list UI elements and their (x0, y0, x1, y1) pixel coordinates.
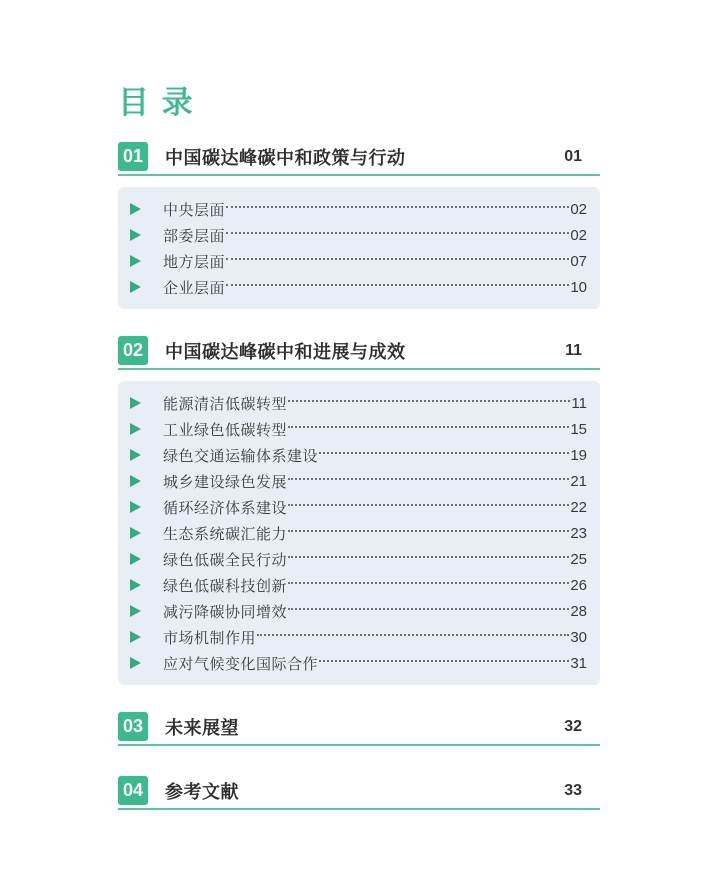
triangle-bullet-icon (130, 553, 141, 565)
toc-item-page-number: 19 (570, 446, 587, 464)
dotted-leader (226, 284, 569, 286)
toc-section-02 (118, 336, 600, 685)
triangle-bullet-icon (130, 475, 141, 487)
dotted-leader (288, 504, 569, 506)
section-title: 未来展望 (165, 717, 239, 738)
toc-item-page-number: 25 (570, 550, 587, 568)
toc-item[interactable] (130, 546, 587, 572)
section-number-badge: 02 (118, 336, 148, 365)
toc-item[interactable] (130, 248, 587, 274)
dotted-leader (226, 206, 569, 208)
triangle-bullet-icon (130, 423, 141, 435)
triangle-bullet-icon (130, 657, 141, 669)
toc-item[interactable] (130, 390, 587, 416)
toc-item-page-number: 10 (570, 278, 587, 296)
dotted-leader (288, 556, 569, 558)
triangle-bullet-icon (130, 229, 141, 241)
toc-item-page-number: 07 (570, 252, 587, 270)
triangle-bullet-icon (130, 255, 141, 267)
toc-item-label: 绿色交通运输体系建设 (163, 447, 319, 465)
section-items-box (118, 381, 600, 685)
toc-item-label: 部委层面 (163, 227, 226, 245)
toc-item-page-number: 22 (570, 498, 587, 516)
triangle-bullet-icon (130, 397, 141, 409)
triangle-bullet-icon (130, 631, 141, 643)
section-page-number: 32 (564, 717, 582, 735)
toc-item-page-number: 26 (570, 576, 587, 594)
toc-item-page-number: 31 (570, 654, 587, 672)
toc-item[interactable] (130, 222, 587, 248)
dotted-leader (319, 660, 569, 662)
triangle-bullet-icon (130, 605, 141, 617)
triangle-bullet-icon (130, 527, 141, 539)
toc-item-label: 企业层面 (163, 279, 226, 297)
dotted-leader (288, 582, 569, 584)
section-page-number: 11 (565, 341, 582, 359)
section-number-badge: 04 (118, 776, 148, 805)
toc-section-04 (118, 776, 600, 810)
toc-section-01 (118, 142, 600, 309)
toc-item-label: 工业绿色低碳转型 (163, 421, 288, 439)
toc-item[interactable] (130, 274, 587, 300)
toc-item-label: 循环经济体系建设 (163, 499, 288, 517)
triangle-bullet-icon (130, 449, 141, 461)
section-header-01[interactable] (118, 142, 600, 176)
toc-item[interactable] (130, 494, 587, 520)
toc-item-page-number: 30 (570, 628, 587, 646)
toc-item-page-number: 11 (571, 394, 587, 412)
toc-item[interactable] (130, 468, 587, 494)
toc-item-page-number: 15 (570, 420, 587, 438)
toc-item-page-number: 02 (570, 226, 587, 244)
toc-item-page-number: 28 (570, 602, 587, 620)
section-title: 中国碳达峰碳中和进展与成效 (165, 341, 406, 362)
section-items-box (118, 187, 600, 309)
section-title: 参考文献 (165, 781, 239, 802)
toc-item[interactable] (130, 196, 587, 222)
toc-item-label: 减污降碳协同增效 (163, 603, 288, 621)
toc-item-label: 生态系统碳汇能力 (163, 525, 288, 543)
section-page-number: 01 (564, 147, 582, 165)
dotted-leader (319, 452, 569, 454)
toc-item-label: 应对气候变化国际合作 (163, 655, 319, 673)
toc-item[interactable] (130, 416, 587, 442)
toc-item-page-number: 02 (570, 200, 587, 218)
section-number-badge: 03 (118, 712, 148, 741)
section-header-03[interactable] (118, 712, 600, 746)
toc-item[interactable] (130, 650, 587, 676)
toc-item-label: 绿色低碳科技创新 (163, 577, 288, 595)
section-page-number: 33 (564, 781, 582, 799)
toc-item[interactable] (130, 442, 587, 468)
toc-item-label: 绿色低碳全民行动 (163, 551, 288, 569)
section-header-02[interactable] (118, 336, 600, 370)
section-title: 中国碳达峰碳中和政策与行动 (165, 147, 406, 168)
dotted-leader (288, 530, 569, 532)
toc-item-label: 地方层面 (163, 253, 226, 271)
toc-item-label: 城乡建设绿色发展 (163, 473, 288, 491)
toc-item-page-number: 21 (570, 472, 587, 490)
toc-item-label: 能源清洁低碳转型 (163, 395, 288, 413)
triangle-bullet-icon (130, 281, 141, 293)
toc-page-title: 目 录 (118, 85, 195, 120)
toc-item-page-number: 23 (570, 524, 587, 542)
dotted-leader (288, 426, 569, 428)
triangle-bullet-icon (130, 579, 141, 591)
toc-item-label: 市场机制作用 (163, 629, 257, 647)
dotted-leader (288, 400, 570, 402)
dotted-leader (226, 232, 569, 234)
dotted-leader (288, 478, 569, 480)
dotted-leader (288, 608, 569, 610)
dotted-leader (226, 258, 569, 260)
triangle-bullet-icon (130, 501, 141, 513)
triangle-bullet-icon (130, 203, 141, 215)
dotted-leader (257, 634, 569, 636)
toc-section-03 (118, 712, 600, 746)
toc-item-label: 中央层面 (163, 201, 226, 219)
toc-item[interactable] (130, 520, 587, 546)
section-header-04[interactable] (118, 776, 600, 810)
toc-item[interactable] (130, 572, 587, 598)
toc-item[interactable] (130, 598, 587, 624)
toc-item[interactable] (130, 624, 587, 650)
section-number-badge: 01 (118, 142, 148, 171)
